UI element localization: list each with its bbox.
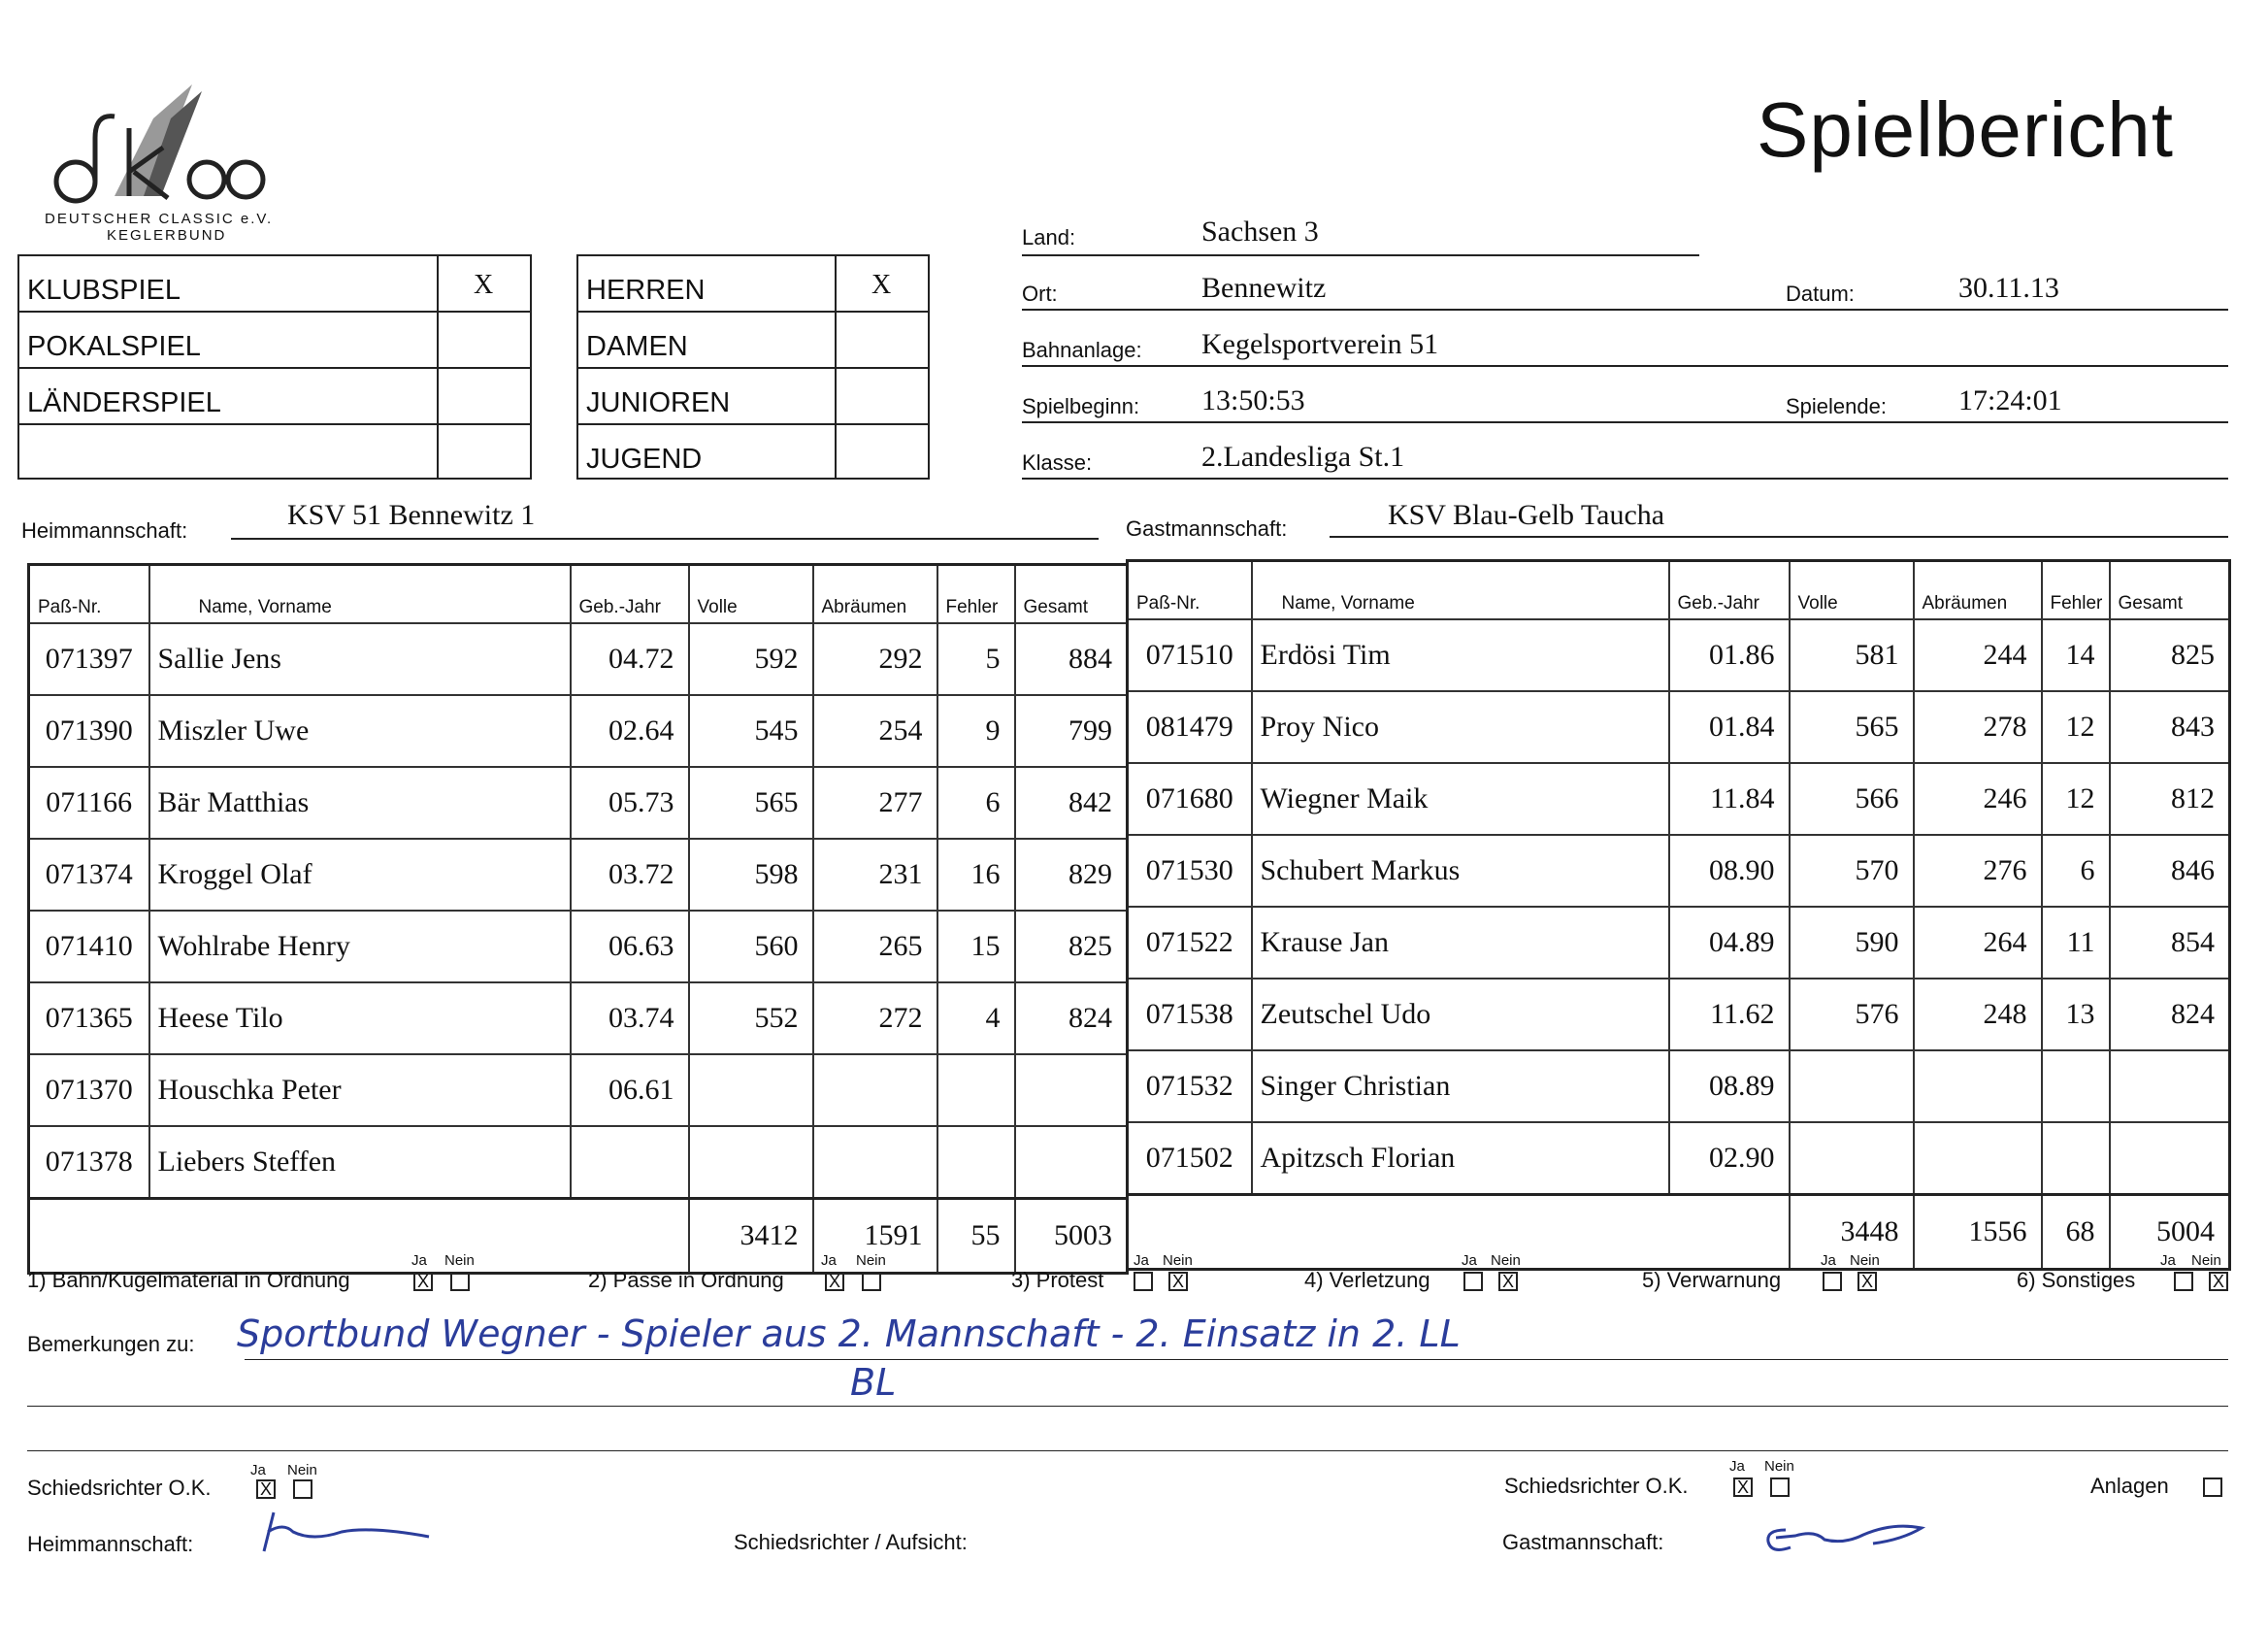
fehler-cell[interactable]: 13 bbox=[2042, 979, 2110, 1050]
gesamt-cell[interactable]: 824 bbox=[2110, 979, 2230, 1050]
gesamt-cell[interactable] bbox=[2110, 1050, 2230, 1122]
sig-guest-label: Gastmannschaft: bbox=[1502, 1530, 1664, 1554]
pass-nr-cell[interactable]: 071374 bbox=[29, 839, 149, 911]
abraeumen-cell[interactable]: 276 bbox=[1914, 835, 2042, 907]
name-cell[interactable]: Schubert Markus bbox=[1252, 835, 1669, 907]
fehler-cell[interactable]: 15 bbox=[937, 911, 1015, 982]
name-cell[interactable]: Wiegner Maik bbox=[1252, 763, 1669, 835]
col-geb-jahr: Geb.-Jahr bbox=[571, 565, 689, 624]
gesamt-cell[interactable]: 854 bbox=[2110, 907, 2230, 979]
bahnanlage-label: Bahnanlage: bbox=[1022, 338, 1142, 362]
check-6: 6) Sonstiges Ja Nein X bbox=[2017, 1268, 2135, 1293]
name-cell[interactable]: Heese Tilo bbox=[149, 982, 571, 1054]
abraeumen-cell[interactable] bbox=[1914, 1050, 2042, 1122]
name-cell[interactable]: Houschka Peter bbox=[149, 1054, 571, 1126]
gesamt-cell[interactable]: 812 bbox=[2110, 763, 2230, 835]
fehler-cell[interactable]: 9 bbox=[937, 695, 1015, 767]
check-5: 5) Verwarnung Ja Nein X bbox=[1642, 1252, 1880, 1292]
pass-nr-cell[interactable]: 071365 bbox=[29, 982, 149, 1054]
referee-ok-left-ja-checkbox[interactable]: X bbox=[256, 1479, 276, 1499]
game-type-row[interactable]: POKALSPIEL bbox=[19, 313, 530, 369]
pass-nr-cell[interactable]: 071510 bbox=[1128, 619, 1252, 691]
check-5-nein-checkbox[interactable]: X bbox=[1857, 1272, 1877, 1291]
fehler-cell[interactable]: 11 bbox=[2042, 907, 2110, 979]
col-pass-nr: Paß-Nr. bbox=[1128, 561, 1252, 620]
klasse-label: Klasse: bbox=[1022, 450, 1093, 475]
pass-nr-cell[interactable]: 071532 bbox=[1128, 1050, 1252, 1122]
fehler-cell[interactable] bbox=[2042, 1050, 2110, 1122]
totals-blank-cell bbox=[29, 1199, 689, 1274]
volle-cell[interactable] bbox=[1790, 1122, 1914, 1195]
volle-cell[interactable]: 565 bbox=[1790, 691, 1914, 763]
volle-cell[interactable]: 576 bbox=[1790, 979, 1914, 1050]
home-player-row bbox=[29, 1054, 1128, 1126]
game-type-row[interactable]: KLUBSPIEL X bbox=[19, 256, 530, 313]
sig-referee-label: Schiedsrichter / Aufsicht: bbox=[734, 1530, 968, 1554]
volle-cell[interactable] bbox=[689, 1126, 813, 1199]
abraeumen-cell[interactable]: 264 bbox=[1914, 907, 2042, 979]
abraeumen-cell[interactable]: 231 bbox=[813, 839, 937, 911]
col-abraeumen: Abräumen bbox=[1914, 561, 2042, 620]
gesamt-cell[interactable]: 843 bbox=[2110, 691, 2230, 763]
abraeumen-cell[interactable]: 265 bbox=[813, 911, 937, 982]
referee-ok-left-nein-checkbox[interactable] bbox=[293, 1479, 312, 1499]
col-fehler: Fehler bbox=[2042, 561, 2110, 620]
total-volle-cell[interactable]: 3448 bbox=[1790, 1195, 1914, 1270]
guest-player-row bbox=[1128, 835, 2230, 907]
col-abraeumen: Abräumen bbox=[813, 565, 937, 624]
abraeumen-cell[interactable]: 246 bbox=[1914, 763, 2042, 835]
fehler-cell[interactable] bbox=[937, 1054, 1015, 1126]
total-fehler-cell[interactable]: 55 bbox=[937, 1199, 1015, 1274]
guest-player-row bbox=[1128, 979, 2230, 1050]
abraeumen-cell[interactable]: 272 bbox=[813, 982, 937, 1054]
abraeumen-cell[interactable]: 278 bbox=[1914, 691, 2042, 763]
col-volle: Volle bbox=[1790, 561, 1914, 620]
abraeumen-cell[interactable]: 248 bbox=[1914, 979, 2042, 1050]
game-type-row[interactable]: LÄNDERSPIEL bbox=[19, 369, 530, 425]
volle-cell[interactable]: 581 bbox=[1790, 619, 1914, 691]
remarks-text-line1[interactable]: Sportbund Wegner - Spieler aus 2. Mannschaft - 2. Einsatz in 2. LL bbox=[237, 1312, 1461, 1355]
check-4-ja-checkbox[interactable] bbox=[1463, 1272, 1483, 1291]
check-2: 2) Pässe in Ordnung Ja Nein X bbox=[588, 1252, 886, 1292]
volle-cell[interactable]: 560 bbox=[689, 911, 813, 982]
fehler-cell[interactable]: 6 bbox=[937, 767, 1015, 839]
abraeumen-cell[interactable]: 244 bbox=[1914, 619, 2042, 691]
guest-team-value[interactable]: KSV Blau-Gelb Taucha bbox=[1388, 499, 1665, 531]
home-signature-icon bbox=[254, 1503, 439, 1561]
abraeumen-cell[interactable] bbox=[813, 1054, 937, 1126]
gesamt-cell[interactable] bbox=[1015, 1054, 1128, 1126]
check-3-ja-checkbox[interactable] bbox=[1134, 1272, 1153, 1291]
pass-nr-cell[interactable]: 071522 bbox=[1128, 907, 1252, 979]
guest-player-row bbox=[1128, 619, 2230, 691]
fehler-cell[interactable] bbox=[937, 1126, 1015, 1199]
home-totals-row bbox=[29, 1199, 1128, 1274]
check-5-ja-checkbox[interactable] bbox=[1823, 1272, 1842, 1291]
home-team-label: Heimmannschaft: bbox=[21, 518, 188, 543]
ort-label: Ort: bbox=[1022, 282, 1058, 306]
gesamt-cell[interactable]: 846 bbox=[2110, 835, 2230, 907]
home-player-row bbox=[29, 767, 1128, 839]
geb-jahr-cell[interactable]: 04.89 bbox=[1669, 907, 1790, 979]
guest-player-row bbox=[1128, 691, 2230, 763]
name-cell[interactable]: Krause Jan bbox=[1252, 907, 1669, 979]
name-cell[interactable]: Sallie Jens bbox=[149, 623, 571, 695]
gesamt-cell[interactable]: 842 bbox=[1015, 767, 1128, 839]
col-gesamt: Gesamt bbox=[1015, 565, 1128, 624]
home-player-row bbox=[29, 982, 1128, 1054]
home-header-row bbox=[29, 565, 1128, 624]
fehler-cell[interactable]: 5 bbox=[937, 623, 1015, 695]
guest-player-row bbox=[1128, 763, 2230, 835]
check-1: 1) Bahn/Kugelmaterial in Ordnung Ja Nein X bbox=[27, 1252, 475, 1292]
spielende-label: Spielende: bbox=[1786, 394, 1887, 418]
fehler-cell[interactable]: 4 bbox=[937, 982, 1015, 1054]
gesamt-cell[interactable]: 884 bbox=[1015, 623, 1128, 695]
volle-cell[interactable]: 570 bbox=[1790, 835, 1914, 907]
name-cell[interactable]: Bär Matthias bbox=[149, 767, 571, 839]
fehler-cell[interactable] bbox=[2042, 1122, 2110, 1195]
gesamt-cell[interactable]: 829 bbox=[1015, 839, 1128, 911]
name-cell[interactable]: Apitzsch Florian bbox=[1252, 1122, 1669, 1195]
name-cell[interactable]: Miszler Uwe bbox=[149, 695, 571, 767]
guest-signature-icon bbox=[1757, 1501, 1931, 1559]
spielbeginn-value[interactable]: 13:50:53 bbox=[1201, 384, 1305, 416]
game-type-row[interactable] bbox=[19, 425, 530, 480]
volle-cell[interactable]: 565 bbox=[689, 767, 813, 839]
name-cell[interactable]: Erdösi Tim bbox=[1252, 619, 1669, 691]
check-4-nein-checkbox[interactable]: X bbox=[1498, 1272, 1518, 1291]
check-3-nein-checkbox[interactable]: X bbox=[1168, 1272, 1188, 1291]
remarks-text-line2[interactable]: BL bbox=[850, 1361, 897, 1404]
bahnanlage-value[interactable]: Kegelsportverein 51 bbox=[1201, 328, 1439, 360]
geb-jahr-cell[interactable]: 06.61 bbox=[571, 1054, 689, 1126]
geb-jahr-cell[interactable]: 05.73 bbox=[571, 767, 689, 839]
datum-value[interactable]: 30.11.13 bbox=[1958, 272, 2059, 304]
total-abraeumen-cell[interactable]: 1556 bbox=[1914, 1195, 2042, 1270]
gesamt-cell[interactable]: 825 bbox=[1015, 911, 1128, 982]
guest-player-row bbox=[1128, 907, 2230, 979]
check-6-ja-checkbox[interactable] bbox=[2174, 1272, 2193, 1291]
name-cell[interactable]: Zeutschel Udo bbox=[1252, 979, 1669, 1050]
col-gesamt: Gesamt bbox=[2110, 561, 2230, 620]
referee-ok-right-ja-checkbox[interactable]: X bbox=[1733, 1478, 1753, 1497]
check-4: 4) Verletzung Ja Nein X bbox=[1304, 1252, 1521, 1292]
anlagen: Anlagen bbox=[2090, 1474, 2169, 1499]
logo-graphic-icon bbox=[37, 80, 279, 206]
abraeumen-cell[interactable]: 277 bbox=[813, 767, 937, 839]
home-player-row bbox=[29, 911, 1128, 982]
land-label: Land: bbox=[1022, 225, 1076, 249]
fehler-cell[interactable]: 16 bbox=[937, 839, 1015, 911]
check-1-nein-checkbox[interactable] bbox=[450, 1272, 470, 1291]
check-2-ja-checkbox[interactable]: X bbox=[825, 1272, 844, 1291]
abraeumen-cell[interactable] bbox=[1914, 1122, 2042, 1195]
sig-home-label: Heimmannschaft: bbox=[27, 1532, 194, 1556]
pass-nr-cell[interactable]: 071502 bbox=[1128, 1122, 1252, 1195]
geb-jahr-cell[interactable]: 08.89 bbox=[1669, 1050, 1790, 1122]
geb-jahr-cell[interactable]: 03.74 bbox=[571, 982, 689, 1054]
pass-nr-cell[interactable]: 071538 bbox=[1128, 979, 1252, 1050]
home-player-row bbox=[29, 623, 1128, 695]
home-team-value[interactable]: KSV 51 Bennewitz 1 bbox=[287, 499, 536, 531]
guest-header-row bbox=[1128, 561, 2230, 620]
fehler-cell[interactable]: 14 bbox=[2042, 619, 2110, 691]
total-volle-cell[interactable]: 3412 bbox=[689, 1199, 813, 1274]
check-3: 3) Protest Ja Nein X bbox=[1011, 1252, 1193, 1292]
name-cell[interactable]: Proy Nico bbox=[1252, 691, 1669, 763]
fehler-cell[interactable]: 12 bbox=[2042, 763, 2110, 835]
gesamt-cell[interactable]: 824 bbox=[1015, 982, 1128, 1054]
home-player-row bbox=[29, 1126, 1128, 1199]
referee-ok-right: Schiedsrichter O.K. Ja Nein X bbox=[1504, 1458, 1794, 1498]
total-gesamt-cell[interactable]: 5004 bbox=[2110, 1195, 2230, 1270]
geb-jahr-cell[interactable]: 02.90 bbox=[1669, 1122, 1790, 1195]
pass-nr-cell[interactable]: 081479 bbox=[1128, 691, 1252, 763]
volle-cell[interactable]: 590 bbox=[1790, 907, 1914, 979]
pass-nr-cell[interactable]: 071397 bbox=[29, 623, 149, 695]
col-pass-nr: Paß-Nr. bbox=[29, 565, 149, 624]
land-value[interactable]: Sachsen 3 bbox=[1201, 216, 1319, 248]
total-fehler-cell[interactable]: 68 bbox=[2042, 1195, 2110, 1270]
home-players-table bbox=[27, 563, 1129, 1275]
category-row[interactable]: JUNIOREN bbox=[578, 369, 928, 425]
klasse-value[interactable]: 2.Landesliga St.1 bbox=[1201, 441, 1405, 473]
geb-jahr-cell[interactable]: 06.63 bbox=[571, 911, 689, 982]
remarks-label: Bemerkungen zu: bbox=[27, 1332, 195, 1356]
fehler-cell[interactable]: 6 bbox=[2042, 835, 2110, 907]
gesamt-cell[interactable] bbox=[2110, 1122, 2230, 1195]
geb-jahr-cell[interactable]: 01.84 bbox=[1669, 691, 1790, 763]
category-row[interactable]: DAMEN bbox=[578, 313, 928, 369]
col-volle: Volle bbox=[689, 565, 813, 624]
guest-players-table bbox=[1126, 559, 2231, 1271]
check-6-nein-checkbox[interactable]: X bbox=[2209, 1272, 2228, 1291]
pass-nr-cell[interactable]: 071370 bbox=[29, 1054, 149, 1126]
check-1-ja-checkbox[interactable]: X bbox=[413, 1272, 433, 1291]
pass-nr-cell[interactable]: 071390 bbox=[29, 695, 149, 767]
home-player-row bbox=[29, 839, 1128, 911]
geb-jahr-cell[interactable]: 11.84 bbox=[1669, 763, 1790, 835]
name-cell[interactable]: Kroggel Olaf bbox=[149, 839, 571, 911]
geb-jahr-cell[interactable]: 04.72 bbox=[571, 623, 689, 695]
abraeumen-cell[interactable] bbox=[813, 1126, 937, 1199]
col-fehler: Fehler bbox=[937, 565, 1015, 624]
fehler-cell[interactable]: 12 bbox=[2042, 691, 2110, 763]
ort-value[interactable]: Bennewitz bbox=[1201, 272, 1327, 304]
volle-cell[interactable]: 566 bbox=[1790, 763, 1914, 835]
geb-jahr-cell[interactable]: 11.62 bbox=[1669, 979, 1790, 1050]
dkbc-logo bbox=[37, 80, 279, 249]
total-gesamt-cell[interactable]: 5003 bbox=[1015, 1199, 1128, 1274]
volle-cell[interactable] bbox=[1790, 1050, 1914, 1122]
category-row[interactable]: HERREN X bbox=[578, 256, 928, 313]
geb-jahr-cell[interactable]: 03.72 bbox=[571, 839, 689, 911]
home-player-row bbox=[29, 695, 1128, 767]
geb-jahr-cell[interactable]: 08.90 bbox=[1669, 835, 1790, 907]
page-title: Spielbericht bbox=[1757, 86, 2175, 173]
pass-nr-cell[interactable]: 071378 bbox=[29, 1126, 149, 1199]
logo-line1: DEUTSCHER CLASSIC e.V. bbox=[45, 211, 274, 227]
abraeumen-cell[interactable]: 254 bbox=[813, 695, 937, 767]
datum-label: Datum: bbox=[1786, 282, 1855, 306]
gesamt-cell[interactable]: 799 bbox=[1015, 695, 1128, 767]
pass-nr-cell[interactable]: 071680 bbox=[1128, 763, 1252, 835]
pass-nr-cell[interactable]: 071166 bbox=[29, 767, 149, 839]
volle-cell[interactable]: 598 bbox=[689, 839, 813, 911]
referee-ok-right-nein-checkbox[interactable] bbox=[1770, 1478, 1790, 1497]
game-type-box bbox=[17, 254, 532, 480]
pass-nr-cell[interactable]: 071530 bbox=[1128, 835, 1252, 907]
volle-cell[interactable]: 592 bbox=[689, 623, 813, 695]
col-name: Name, Vorname bbox=[1252, 561, 1669, 620]
referee-ok-left: Schiedsrichter O.K. Ja Nein X bbox=[27, 1462, 317, 1500]
guest-team-label: Gastmannschaft: bbox=[1126, 516, 1288, 541]
abraeumen-cell[interactable]: 292 bbox=[813, 623, 937, 695]
name-cell[interactable]: Wohlrabe Henry bbox=[149, 911, 571, 982]
gesamt-cell[interactable]: 825 bbox=[2110, 619, 2230, 691]
category-box bbox=[576, 254, 930, 480]
guest-totals-row bbox=[1128, 1195, 2230, 1270]
geb-jahr-cell[interactable]: 02.64 bbox=[571, 695, 689, 767]
total-abraeumen-cell[interactable]: 1591 bbox=[813, 1199, 937, 1274]
geb-jahr-cell[interactable] bbox=[571, 1126, 689, 1199]
spielbeginn-label: Spielbeginn: bbox=[1022, 394, 1140, 418]
col-name: Name, Vorname bbox=[149, 565, 571, 624]
col-geb-jahr: Geb.-Jahr bbox=[1669, 561, 1790, 620]
guest-player-row bbox=[1128, 1050, 2230, 1122]
anlagen-checkbox[interactable] bbox=[2203, 1478, 2222, 1497]
geb-jahr-cell[interactable]: 01.86 bbox=[1669, 619, 1790, 691]
volle-cell[interactable]: 552 bbox=[689, 982, 813, 1054]
guest-player-row bbox=[1128, 1122, 2230, 1195]
gesamt-cell[interactable] bbox=[1015, 1126, 1128, 1199]
spielende-value[interactable]: 17:24:01 bbox=[1958, 384, 2062, 416]
volle-cell[interactable]: 545 bbox=[689, 695, 813, 767]
totals-blank-cell bbox=[1128, 1195, 1790, 1270]
pass-nr-cell[interactable]: 071410 bbox=[29, 911, 149, 982]
check-2-nein-checkbox[interactable] bbox=[862, 1272, 881, 1291]
name-cell[interactable]: Singer Christian bbox=[1252, 1050, 1669, 1122]
logo-line2: KEGLERBUND bbox=[107, 227, 227, 244]
volle-cell[interactable] bbox=[689, 1054, 813, 1126]
category-row[interactable]: JUGEND bbox=[586, 444, 703, 475]
name-cell[interactable]: Liebers Steffen bbox=[149, 1126, 571, 1199]
